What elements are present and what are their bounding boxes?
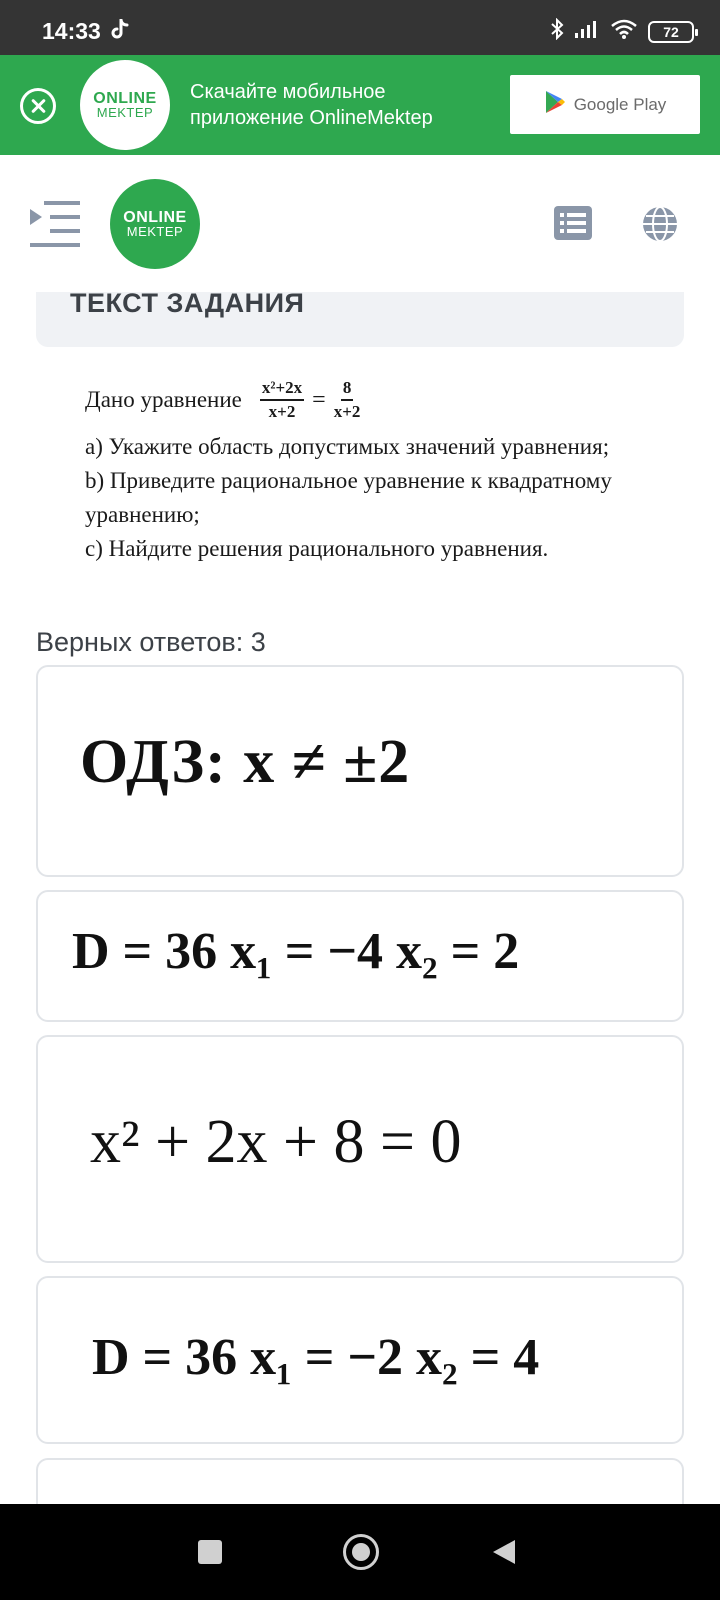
status-time: 14:33 [42,18,101,44]
promo-logo-line1: ONLINE [93,89,157,107]
google-play-icon [544,90,566,119]
correct-answers-count: Верных ответов: 3 [36,627,266,657]
task-line-c: c) Найдите решения рационального уравнения. [85,536,549,561]
header-logo-line2: MEKTEP [126,223,184,239]
answer-option[interactable] [36,890,684,1022]
fraction-right [334,377,361,423]
equation-line [85,370,685,430]
tiktok-icon [110,19,130,46]
answer-option[interactable] [36,665,684,877]
answer-option[interactable] [36,1035,684,1263]
battery-icon: 72 [648,21,694,43]
task-heading: ТЕКСТ ЗАДАНИЯ [70,288,305,318]
status-bar [0,0,720,55]
globe-icon[interactable] [641,205,679,248]
promo-logo-line2: MEKTEP [96,104,154,120]
list-icon[interactable] [554,206,592,245]
answer-formula: ОДЗ: x ≠ ±2 [80,728,411,796]
system-icons [550,18,694,45]
answer-formula: D = 36 x₁ = −4 x₂ = 2 [72,923,520,980]
system-nav-bar [0,1504,720,1600]
promo-logo [80,60,170,150]
nav-recents-icon[interactable] [198,1540,222,1564]
nav-home-icon[interactable] [343,1534,379,1570]
google-play-label: Google Play [573,94,667,114]
fraction-left-numerator: x²+2x [260,377,304,401]
menu-indent-icon[interactable] [30,201,80,252]
google-play-button[interactable] [510,75,700,134]
answer-option[interactable] [36,1276,684,1444]
close-icon[interactable] [20,88,56,124]
bluetooth-icon [550,18,564,45]
fraction-left-denominator: x+2 [268,402,296,421]
equation-intro: Дано уравнение [85,387,242,412]
nav-back-icon[interactable] [493,1540,515,1564]
task-line-b: b) Приведите рациональное уравнение к квадратному уравнению; [85,468,612,527]
problem-text [85,380,685,566]
wifi-icon [610,18,638,45]
promo-text: Скачайте мобильное приложение OnlineMektep [190,81,433,129]
answer-formula: D = 36 x₁ = −2 x₂ = 4 [92,1329,540,1386]
header-logo-line1: ONLINE [123,208,187,226]
task-line-a: a) Укажите область допустимых значений уравнения; [85,434,610,459]
app-promo-banner [0,55,720,155]
fraction-left [260,377,304,423]
equals-sign: = [312,387,326,413]
header-logo[interactable] [110,179,200,269]
app-header [0,155,720,290]
task-header [36,288,684,347]
answer-formula: x² + 2x + 8 = 0 [90,1108,462,1176]
signal-icon [574,19,600,44]
fraction-right-denominator: x+2 [333,402,361,421]
fraction-right-numerator: 8 [341,377,354,401]
